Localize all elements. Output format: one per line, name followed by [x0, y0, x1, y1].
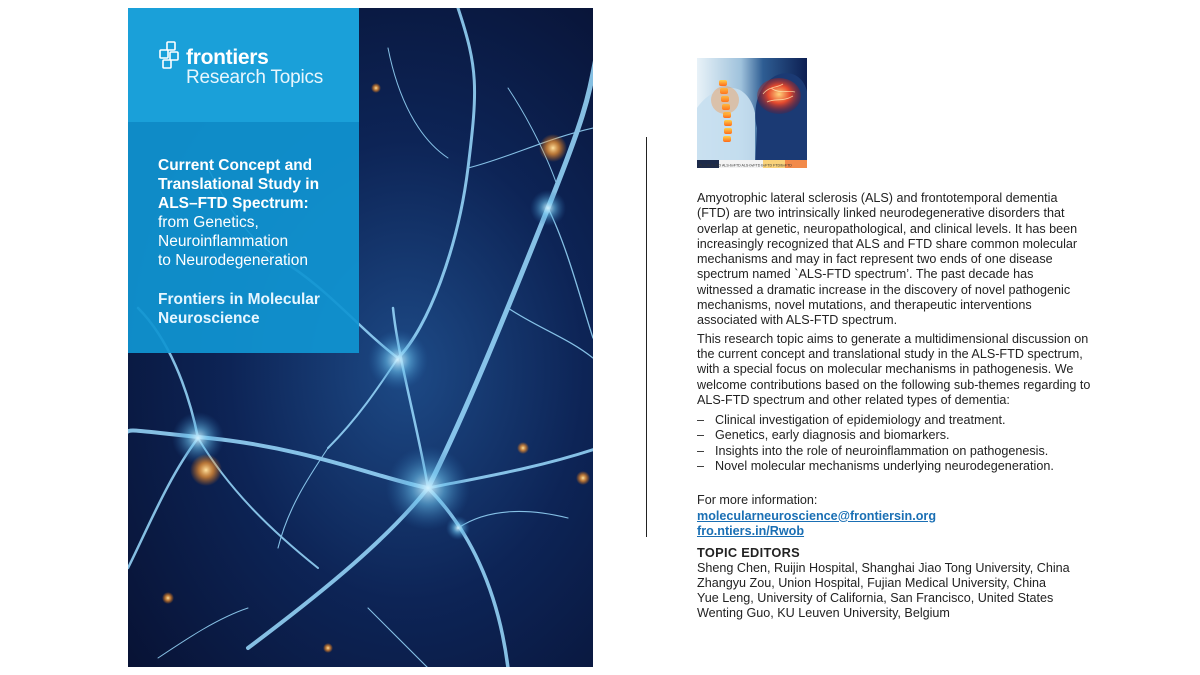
sub-themes-list: [697, 413, 1092, 474]
topic-editors-heading: TOPIC EDITORS: [697, 545, 800, 561]
list-item: [697, 413, 1092, 428]
abstract-paragraph-2: This research topic aims to generate a multidimensional discussion on the current concept and translational study in the ALS-FTD spectrum, with a special focus on molecular mechanisms in pathogenesis. We welcome contributions based on the following sub-themes regarding to ALS-FTD spectrum and other related types of dementia:: [697, 331, 1091, 407]
abstract-paragraph-1: Amyotrophic lateral sclerosis (ALS) and frontotemporal dementia (FTD) are two intrinsically linked neurodegenerative disorders that overlap at genetic, neuropathological, and clinical levels. It has been increasingly recognized that ALS and FTD share common molecular mechanisms and may in fact represent two ends of one disease spectrum named `ALS-FTD spectrum’. The past decade has witnessed a dramatic increase in the discovery of novel pathogenic mechanisms, novel mutations, and therapeutic interventions associated with ALS-FTD spectrum.: [697, 191, 1078, 328]
topic-editors-list: [697, 561, 1092, 622]
frontiers-logo-icon: [158, 40, 186, 70]
editor-entry: Wenting Guo, KU Leuven University, Belgium: [697, 606, 950, 621]
topic-title-box: [128, 122, 359, 353]
editor-entry: Yue Leng, University of California, San Francisco, United States: [697, 591, 1054, 606]
title-line: Current Concept and: [158, 157, 313, 174]
topic-short-link[interactable]: fro.ntiers.in/Rwob: [697, 523, 805, 538]
title-line: ALS–FTD Spectrum:: [158, 195, 309, 212]
editor-entry: Zhangyu Zou, Union Hospital, Fujian Medical University, China: [697, 575, 1047, 590]
brand-subtitle: Research Topics: [186, 67, 324, 88]
vertical-divider: [646, 137, 647, 537]
list-item: [697, 428, 1092, 443]
list-item: [697, 444, 1092, 459]
spine-brain-illustration: [697, 58, 807, 168]
title-line: Translational Study in: [158, 176, 320, 193]
title-line: from Genetics,: [158, 214, 259, 231]
thumbnail-caption: ALS ALS-MCI ALS-bvFTD ALS-bvFTD bvFTD FTD/bvFTD: [699, 163, 792, 168]
list-item-text: Clinical investigation of epidemiology and treatment.: [715, 413, 1006, 428]
als-ftd-spectrum-thumbnail: [697, 58, 807, 168]
bullet-dash: –: [697, 443, 705, 458]
more-info-section: [697, 493, 1092, 539]
list-item-text: Insights into the role of neuroinflammation on pathogenesis.: [715, 443, 1049, 458]
journal-name-line: Neuroscience: [158, 310, 260, 327]
research-topic-poster: [128, 8, 593, 667]
brand-name: frontiers: [186, 46, 269, 69]
editor-entry: Sheng Chen, Ruijin Hospital, Shanghai Jiao Tong University, China: [697, 560, 1070, 575]
bullet-dash: –: [697, 428, 705, 443]
topic-description: [697, 191, 1092, 622]
title-line: Neuroinflammation: [158, 233, 289, 250]
journal-name-line: Frontiers in Molecular: [158, 291, 320, 308]
brand-header: [128, 8, 359, 122]
list-item-text: Genetics, early diagnosis and biomarkers.: [715, 428, 950, 443]
bullet-dash: –: [697, 413, 705, 428]
list-item-text: Novel molecular mechanisms underlying neurodegeneration.: [715, 459, 1054, 474]
more-info-label: For more information:: [697, 493, 818, 508]
bullet-dash: –: [697, 459, 705, 474]
title-line: to Neurodegeneration: [158, 252, 308, 269]
list-item: [697, 459, 1092, 474]
contact-email-link[interactable]: molecularneuroscience@frontiersin.org: [697, 508, 937, 523]
